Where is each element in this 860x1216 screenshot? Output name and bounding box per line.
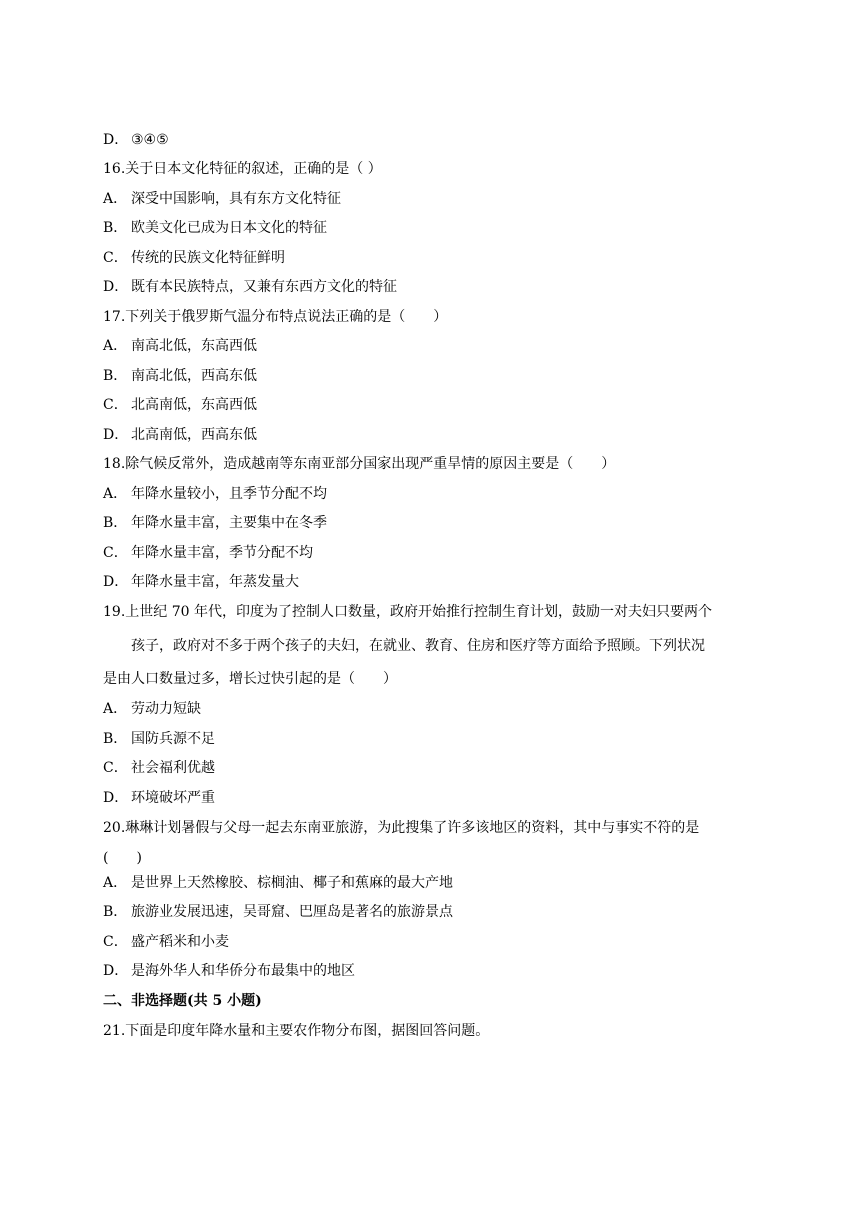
option-text: 年降水量丰富，季节分配不均 [131, 545, 313, 561]
q18-option-d [103, 572, 764, 592]
option-text: 既有本民族特点，又兼有东西方文化的特征 [131, 279, 397, 295]
option-letter: C． [103, 545, 128, 561]
option-text: 环境破坏严重 [131, 790, 215, 806]
option-text: 盛产稻米和小麦 [131, 934, 229, 950]
option-letter: A． [103, 875, 128, 891]
option-letter: C． [103, 397, 128, 413]
option-text: 是海外华人和华侨分布最集中的地区 [131, 963, 355, 979]
section-2-heading: 二、非选择题(共 5 小题) [103, 993, 262, 1009]
option-text: 传统的民族文化特征鲜明 [131, 250, 285, 266]
option-text: 年降水量较小，且季节分配不均 [131, 486, 327, 502]
option-text: 劳动力短缺 [131, 701, 201, 717]
option-letter: D． [103, 279, 129, 295]
q17-option-c [103, 395, 764, 415]
q19-stem-line-2: 孩子，政府对不多于两个孩子的夫妇，在就业、教育、住房和医疗等方面给予照顾。下列状况 [131, 638, 705, 654]
option-letter: B． [103, 904, 128, 920]
q20-option-b [103, 902, 764, 922]
q16-option-d [103, 277, 764, 297]
option-letter: A． [103, 191, 128, 207]
q17-option-b [103, 366, 764, 386]
option-letter: B． [103, 515, 128, 531]
q19-option-a [103, 699, 764, 719]
q18-option-b [103, 513, 764, 533]
q20-option-a [103, 873, 764, 893]
q18-option-c [103, 543, 764, 563]
option-text: 社会福利优越 [131, 760, 215, 776]
option-text: 旅游业发展迅速，吴哥窟、巴厘岛是著名的旅游景点 [131, 904, 453, 920]
option-letter: D． [103, 427, 129, 443]
option-letter: C． [103, 934, 128, 950]
option-letter: D． [103, 790, 129, 806]
option-letter: A． [103, 486, 128, 502]
q19-option-c [103, 758, 764, 778]
option-text: 是世界上天然橡胶、棕榈油、椰子和蕉麻的最大产地 [131, 875, 453, 891]
option-letter: C． [103, 250, 128, 266]
q20-stem-line-1: 20.琳琳计划暑假与父母一起去东南亚旅游，为此搜集了许多该地区的资料，其中与事实不符的是 [103, 820, 700, 836]
q19-stem-line-3: 是由人口数量过多，增长过快引起的是（ ） [103, 671, 397, 687]
option-text: 南高北低，西高东低 [131, 368, 257, 384]
option-letter: C． [103, 760, 128, 776]
q19-option-d [103, 788, 764, 808]
q19-stem-line-1: 19.上世纪 70 年代，印度为了控制人口数量，政府开始推行控制生育计划，鼓励一对夫妇只要两个 [103, 604, 712, 620]
option-text: 年降水量丰富，年蒸发量大 [131, 574, 299, 590]
q20-option-c [103, 932, 764, 952]
q16-option-a [103, 189, 764, 209]
option-text: 北高南低，西高东低 [131, 427, 257, 443]
option-text: ③④⑤ [131, 132, 169, 148]
q17-option-d [103, 425, 764, 445]
option-letter: A． [103, 338, 128, 354]
q16-option-c [103, 248, 764, 268]
q17-stem: 17.下列关于俄罗斯气温分布特点说法正确的是（ ） [103, 309, 448, 325]
q20-option-d [103, 961, 764, 981]
option-text: 深受中国影响，具有东方文化特征 [131, 191, 341, 207]
option-letter: D． [103, 132, 129, 148]
option-text: 年降水量丰富，主要集中在冬季 [131, 515, 327, 531]
q21-stem: 21.下面是印度年降水量和主要农作物分布图，据图回答问题。 [103, 1023, 490, 1039]
option-letter: D． [103, 574, 129, 590]
q17-option-a [103, 336, 764, 356]
q18-option-a [103, 484, 764, 504]
q19-option-b [103, 729, 764, 749]
q18-stem: 18.除气候反常外，造成越南等东南亚部分国家出现严重旱情的原因主要是（ ） [103, 456, 616, 472]
option-letter: D． [103, 963, 129, 979]
option-letter: A． [103, 701, 128, 717]
option-text: 国防兵源不足 [131, 731, 215, 747]
q20-stem-line-2: ( ) [103, 850, 142, 866]
option-text: 欧美文化已成为日本文化的特征 [131, 220, 327, 236]
q15-option-d [103, 130, 764, 150]
option-letter: B． [103, 368, 128, 384]
option-text: 南高北低，东高西低 [131, 338, 257, 354]
option-text: 北高南低，东高西低 [131, 397, 257, 413]
option-letter: B． [103, 731, 128, 747]
q16-stem: 16.关于日本文化特征的叙述，正确的是（ ） [103, 161, 382, 177]
option-letter: B． [103, 220, 128, 236]
q16-option-b [103, 218, 764, 238]
